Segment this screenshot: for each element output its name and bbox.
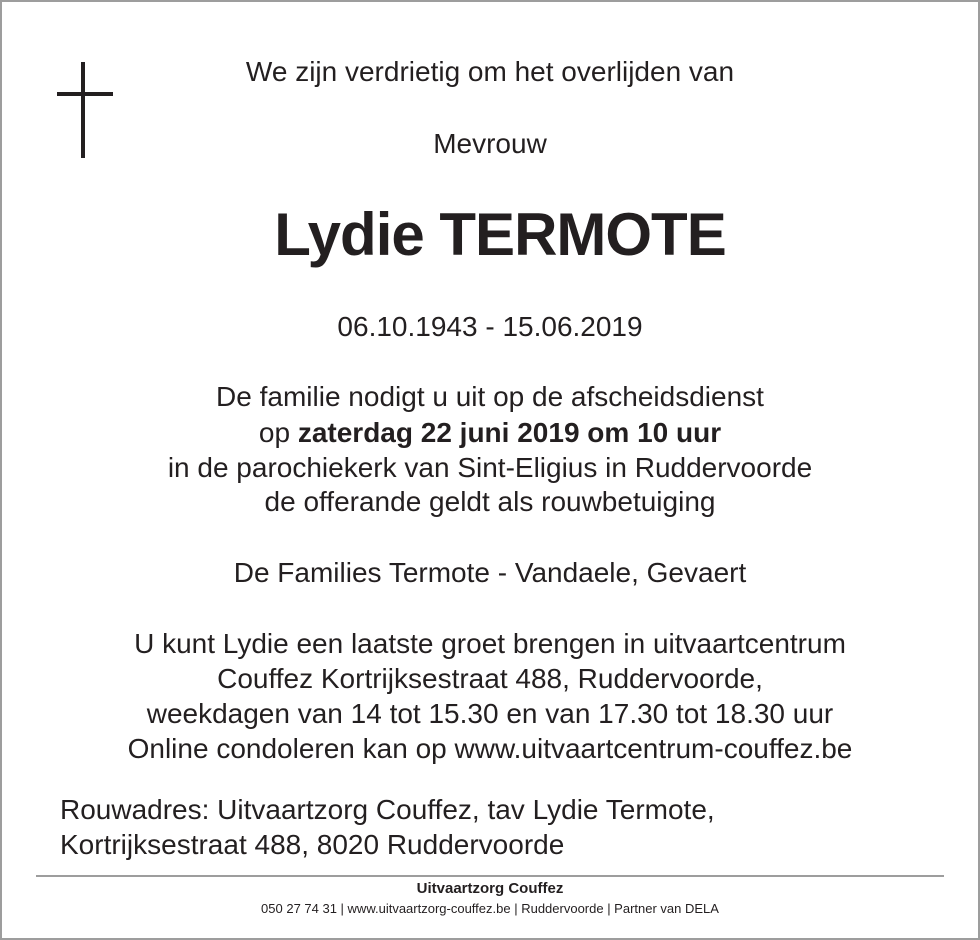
visit-line-2: Couffez Kortrijksestraat 488, Ruddervoorde, <box>217 663 763 694</box>
salutation: Mevrouw <box>433 128 547 159</box>
families-text: De Families Termote - Vandaele, Gevaert <box>233 557 747 588</box>
address-line-1: Rouwadres: Uitvaartzorg Couffez, tav Lydie Termote, <box>60 794 715 825</box>
visit-line-1: U kunt Lydie een laatste groet brengen in uitvaartcentrum <box>134 628 846 659</box>
visit-line-3: weekdagen van 14 tot 15.30 en van 17.30 tot 18.30 uur <box>146 698 834 729</box>
invitation-prefix: op <box>258 417 298 448</box>
invitation-line-3: in de parochiekerk van Sint-Eligius in Ruddervoorde <box>167 452 813 483</box>
invitation-line-4: de offerande geldt als rouwbetuiging <box>264 486 716 517</box>
footer-title: Uitvaartzorg Couffez <box>416 880 564 897</box>
invitation-line-1: De familie nodigt u uit op de afscheidsdienst <box>216 381 764 412</box>
intro-text: We zijn verdrietig om het overlijden van <box>245 56 735 87</box>
invitation-line-2 <box>0 416 980 450</box>
footer-divider <box>36 875 944 877</box>
life-dates: 06.10.1943 - 15.06.2019 <box>337 311 643 342</box>
ceremony-datetime: zaterdag 22 juni 2019 om 10 uur <box>297 417 722 448</box>
visit-line-4: Online condoleren kan op www.uitvaartcentrum-couffez.be <box>127 733 853 764</box>
footer-info: 050 27 74 31 | www.uitvaartzorg-couffez.be | Ruddervoorde | Partner van DELA <box>261 901 719 916</box>
address-line-2: Kortrijksestraat 488, 8020 Ruddervoorde <box>60 829 565 860</box>
deceased-name: Lydie TERMOTE <box>274 201 726 268</box>
